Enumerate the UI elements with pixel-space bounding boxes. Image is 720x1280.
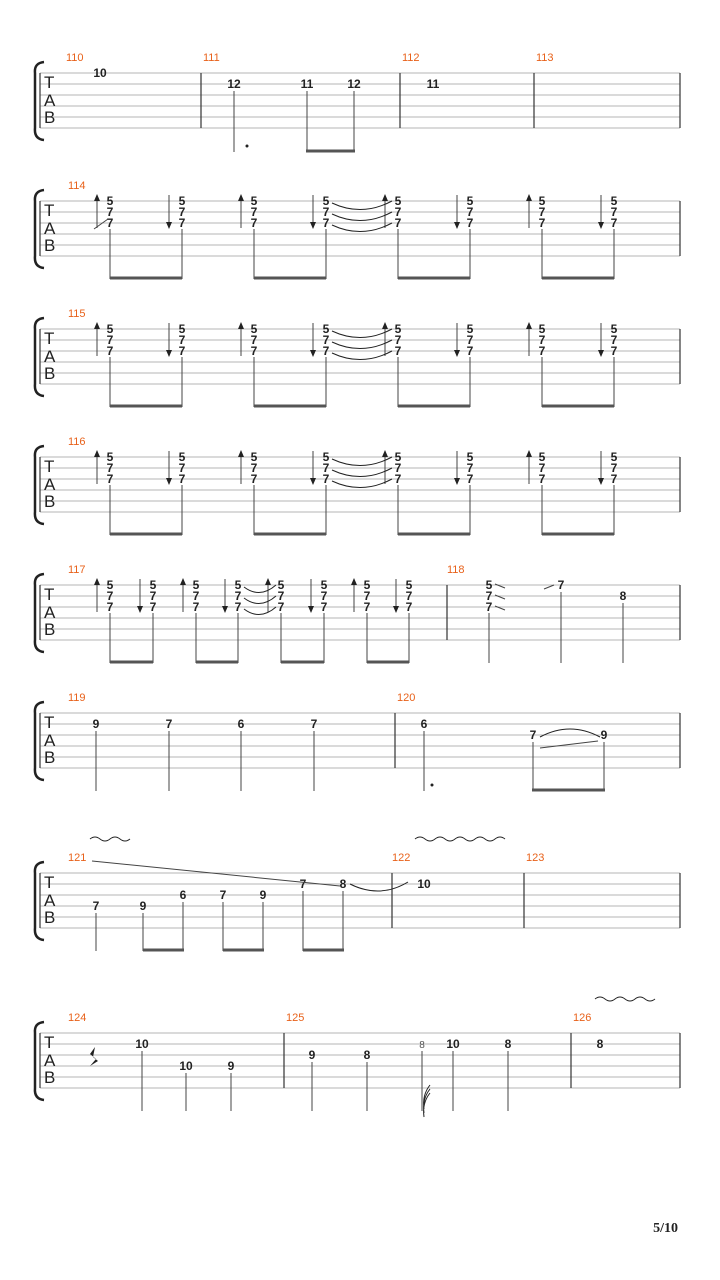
tab-clef-letter: T xyxy=(44,873,55,892)
dot xyxy=(246,145,249,148)
measure-number: 122 xyxy=(392,852,411,864)
measure-number: 120 xyxy=(397,692,416,704)
chord-fret-string-3: 7 xyxy=(277,600,285,614)
chord-fret-string-1: 5 xyxy=(538,450,546,464)
tie-arc xyxy=(244,607,276,615)
downstroke-arrowhead xyxy=(222,606,228,613)
upstroke-arrowhead xyxy=(526,450,532,457)
chord-fret-string-2: 7 xyxy=(322,333,330,347)
chord-fret-string-2: 7 xyxy=(106,589,114,603)
chord-fret-string-2: 7 xyxy=(466,461,474,475)
tab-clef-letter: A xyxy=(44,731,56,750)
tie-arc xyxy=(332,201,392,210)
fret-number: 10 xyxy=(446,1037,460,1051)
measure-number: 117 xyxy=(68,564,86,576)
chord-fret-string-2: 7 xyxy=(234,589,242,603)
chord-fret-string-1: 5 xyxy=(363,578,371,592)
upstroke-arrowhead xyxy=(382,450,388,457)
chord-fret-string-1: 5 xyxy=(106,578,114,592)
fret-number: 7 xyxy=(485,600,493,614)
tab-clef-letter: A xyxy=(44,91,56,110)
fret-number: 7 xyxy=(310,717,318,731)
chord-fret-string-1: 5 xyxy=(610,322,618,336)
tab-clef-letter: B xyxy=(44,1068,56,1087)
fret-number: 9 xyxy=(259,888,267,902)
chord-fret-string-1: 5 xyxy=(394,450,402,464)
chord-fret-string-1: 5 xyxy=(610,194,618,208)
fret-number: 9 xyxy=(139,899,147,913)
chord-fret-string-2: 7 xyxy=(178,461,186,475)
fret-number: 8 xyxy=(504,1037,512,1051)
fret-number: 11 xyxy=(426,77,440,91)
chord-fret-string-2: 7 xyxy=(538,333,546,347)
fret-number: 7 xyxy=(165,717,173,731)
fret-number: 9 xyxy=(227,1059,235,1073)
chord-fret-string-2: 7 xyxy=(320,589,328,603)
measure-number: 118 xyxy=(447,564,465,576)
tab-clef-letter: T xyxy=(44,585,55,604)
tie-arc xyxy=(350,882,408,891)
fret-number: 8 xyxy=(339,877,347,891)
fret-number: 7 xyxy=(92,899,100,913)
chord-fret-string-3: 7 xyxy=(178,472,186,486)
tab-clef-letter: B xyxy=(44,620,56,639)
chord-fret-string-1: 5 xyxy=(610,450,618,464)
chord-fret-string-2: 7 xyxy=(250,333,258,347)
downstroke-arrowhead xyxy=(166,222,172,229)
chord-fret-string-2: 7 xyxy=(192,589,200,603)
upstroke-arrowhead xyxy=(526,194,532,201)
fret-number: 8 xyxy=(596,1037,604,1051)
tie-arc xyxy=(244,585,276,593)
upstroke-arrowhead xyxy=(265,578,271,585)
chord-fret-string-2: 7 xyxy=(363,589,371,603)
downstroke-arrowhead xyxy=(393,606,399,613)
chord-fret-string-3: 7 xyxy=(178,344,186,358)
page-number: 5/10 xyxy=(653,1221,678,1236)
chord-fret-string-2: 7 xyxy=(610,461,618,475)
fret-number: 7 xyxy=(485,589,493,603)
tab-clef-letter: B xyxy=(44,236,56,255)
chord-fret-string-3: 7 xyxy=(234,600,242,614)
tie-arc xyxy=(332,329,392,338)
tab-clef-letter: B xyxy=(44,108,56,127)
chord-fret-string-3: 7 xyxy=(610,344,618,358)
chord-fret-string-1: 5 xyxy=(394,194,402,208)
chord-fret-string-1: 5 xyxy=(106,322,114,336)
chord-fret-string-1: 5 xyxy=(322,450,330,464)
chord-fret-string-2: 7 xyxy=(394,205,402,219)
measure-number: 112 xyxy=(402,52,420,64)
downstroke-arrowhead xyxy=(308,606,314,613)
fret-number: 9 xyxy=(600,728,608,742)
chord-fret-string-3: 7 xyxy=(322,344,330,358)
chord-fret-string-3: 7 xyxy=(322,216,330,230)
chord-fret-string-1: 5 xyxy=(466,322,474,336)
chord-fret-string-3: 7 xyxy=(322,472,330,486)
slide-mark xyxy=(544,585,554,589)
downstroke-arrowhead xyxy=(454,350,460,357)
tie-arc xyxy=(540,729,600,737)
chord-fret-string-1: 5 xyxy=(322,194,330,208)
chord-fret-string-3: 7 xyxy=(610,472,618,486)
fret-number: 10 xyxy=(135,1037,149,1051)
chord-fret-string-1: 5 xyxy=(250,322,258,336)
tab-clef-letter: T xyxy=(44,329,55,348)
measure-number: 115 xyxy=(68,308,86,320)
chord-fret-string-2: 7 xyxy=(178,333,186,347)
chord-fret-string-1: 5 xyxy=(320,578,328,592)
upstroke-arrowhead xyxy=(382,194,388,201)
tab-clef-letter: A xyxy=(44,347,56,366)
measure-number: 116 xyxy=(68,436,86,448)
chord-fret-string-3: 7 xyxy=(610,216,618,230)
upstroke-arrowhead xyxy=(180,578,186,585)
dot xyxy=(431,784,434,787)
tab-clef-letter: T xyxy=(44,201,55,220)
tie-arc xyxy=(332,479,392,488)
fret-number: 8 xyxy=(619,589,627,603)
fret-number: 10 xyxy=(93,66,107,80)
fret-number: 6 xyxy=(420,717,428,731)
chord-fret-string-3: 7 xyxy=(178,216,186,230)
downstroke-arrowhead xyxy=(454,478,460,485)
fret-number: 8 xyxy=(363,1048,371,1062)
tab-clef-letter: B xyxy=(44,748,56,767)
chord-fret-string-2: 7 xyxy=(106,333,114,347)
chord-fret-string-2: 7 xyxy=(394,333,402,347)
tie-arc xyxy=(332,457,392,466)
fret-number: 9 xyxy=(92,717,100,731)
tie-arc xyxy=(244,596,276,604)
chord-fret-string-3: 7 xyxy=(250,216,258,230)
fret-number: 7 xyxy=(529,728,537,742)
upstroke-arrowhead xyxy=(94,450,100,457)
downstroke-arrowhead xyxy=(166,478,172,485)
downstroke-arrowhead xyxy=(598,478,604,485)
fret-number: 9 xyxy=(308,1048,316,1062)
tie-arc xyxy=(332,340,392,349)
chord-fret-string-1: 5 xyxy=(394,322,402,336)
rest-icon xyxy=(90,1047,98,1066)
measure-number: 114 xyxy=(68,180,86,192)
chord-fret-string-1: 5 xyxy=(405,578,413,592)
measure-number: 110 xyxy=(66,52,84,64)
chord-fret-string-2: 7 xyxy=(178,205,186,219)
chord-fret-string-2: 7 xyxy=(277,589,285,603)
measure-number: 121 xyxy=(68,852,87,864)
tab-clef-letter: T xyxy=(44,457,55,476)
tie-arc xyxy=(332,212,392,221)
chord-fret-string-3: 7 xyxy=(466,216,474,230)
upstroke-arrowhead xyxy=(382,322,388,329)
chord-fret-string-2: 7 xyxy=(322,205,330,219)
fret-number: 7 xyxy=(557,578,565,592)
chord-fret-string-1: 5 xyxy=(538,194,546,208)
upstroke-arrowhead xyxy=(351,578,357,585)
chord-fret-string-1: 5 xyxy=(538,322,546,336)
chord-fret-string-3: 7 xyxy=(363,600,371,614)
chord-fret-string-3: 7 xyxy=(320,600,328,614)
slide-mark xyxy=(540,741,598,748)
tab-clef-letter: A xyxy=(44,891,56,910)
fret-number: 6 xyxy=(179,888,187,902)
fret-number: 8 xyxy=(419,1040,425,1051)
fret-number: 7 xyxy=(219,888,227,902)
chord-fret-string-1: 5 xyxy=(466,450,474,464)
fret-number: 12 xyxy=(347,77,361,91)
tab-clef-letter: A xyxy=(44,475,56,494)
tab-clef-letter: A xyxy=(44,219,56,238)
chord-fret-string-2: 7 xyxy=(106,205,114,219)
chord-fret-string-2: 7 xyxy=(106,461,114,475)
chord-fret-string-1: 5 xyxy=(106,450,114,464)
downstroke-arrowhead xyxy=(454,222,460,229)
upstroke-arrowhead xyxy=(94,578,100,585)
chord-fret-string-2: 7 xyxy=(250,461,258,475)
chord-fret-string-2: 7 xyxy=(466,333,474,347)
chord-fret-string-3: 7 xyxy=(466,472,474,486)
chord-fret-string-2: 7 xyxy=(466,205,474,219)
chord-fret-string-3: 7 xyxy=(106,344,114,358)
chord-fret-string-3: 7 xyxy=(394,216,402,230)
downstroke-arrowhead xyxy=(166,350,172,357)
chord-fret-string-3: 7 xyxy=(250,472,258,486)
chord-fret-string-1: 5 xyxy=(178,322,186,336)
grace-flag xyxy=(424,1085,430,1117)
chord-fret-string-3: 7 xyxy=(538,344,546,358)
downstroke-arrowhead xyxy=(310,478,316,485)
chord-fret-string-3: 7 xyxy=(250,344,258,358)
chord-fret-string-1: 5 xyxy=(250,194,258,208)
chord-fret-string-2: 7 xyxy=(610,333,618,347)
tie-arc xyxy=(332,351,392,360)
chord-fret-string-3: 7 xyxy=(405,600,413,614)
chord-fret-string-2: 7 xyxy=(538,461,546,475)
chord-fret-string-1: 5 xyxy=(277,578,285,592)
chord-fret-string-1: 5 xyxy=(106,194,114,208)
chord-fret-string-3: 7 xyxy=(192,600,200,614)
chord-fret-string-2: 7 xyxy=(322,461,330,475)
downstroke-arrowhead xyxy=(598,222,604,229)
upstroke-arrowhead xyxy=(526,322,532,329)
chord-fret-string-2: 7 xyxy=(394,461,402,475)
chord-fret-string-3: 7 xyxy=(538,216,546,230)
chord-fret-string-3: 7 xyxy=(106,216,114,230)
fret-number: 7 xyxy=(299,877,307,891)
chord-fret-string-2: 7 xyxy=(405,589,413,603)
upstroke-arrowhead xyxy=(238,450,244,457)
chord-fret-string-2: 7 xyxy=(149,589,157,603)
chord-fret-string-1: 5 xyxy=(192,578,200,592)
tie-arc xyxy=(332,223,392,232)
chord-fret-string-2: 7 xyxy=(538,205,546,219)
upstroke-arrowhead xyxy=(238,322,244,329)
tab-clef-letter: B xyxy=(44,364,56,383)
measure-number: 119 xyxy=(68,692,86,704)
chord-fret-string-2: 7 xyxy=(610,205,618,219)
tie-arc xyxy=(332,468,392,477)
chord-fret-string-3: 7 xyxy=(106,472,114,486)
tab-clef-letter: A xyxy=(44,603,56,622)
chord-fret-string-1: 5 xyxy=(178,450,186,464)
upstroke-arrowhead xyxy=(94,194,100,201)
downstroke-arrowhead xyxy=(598,350,604,357)
chord-fret-string-3: 7 xyxy=(106,600,114,614)
downstroke-arrowhead xyxy=(310,222,316,229)
vibrato-mark xyxy=(415,837,505,841)
chord-fret-string-3: 7 xyxy=(394,344,402,358)
tab-clef-letter: A xyxy=(44,1051,56,1070)
chord-fret-string-3: 7 xyxy=(538,472,546,486)
chord-fret-string-1: 5 xyxy=(322,322,330,336)
fret-number: 10 xyxy=(417,877,431,891)
measure-number: 113 xyxy=(536,52,554,64)
measure-number: 124 xyxy=(68,1012,87,1024)
downstroke-arrowhead xyxy=(137,606,143,613)
fret-number: 12 xyxy=(227,77,241,91)
measure-number: 125 xyxy=(286,1012,305,1024)
chord-fret-string-3: 7 xyxy=(149,600,157,614)
tab-clef-letter: T xyxy=(44,713,55,732)
upstroke-arrowhead xyxy=(94,322,100,329)
tab-clef-letter: T xyxy=(44,1033,55,1052)
chord-fret-string-2: 7 xyxy=(250,205,258,219)
chord-fret-string-3: 7 xyxy=(466,344,474,358)
fret-number: 5 xyxy=(485,578,493,592)
tab-clef-letter: B xyxy=(44,492,56,511)
measure-number: 126 xyxy=(573,1012,592,1024)
chord-fret-string-1: 5 xyxy=(178,194,186,208)
vibrato-mark xyxy=(90,837,130,841)
upstroke-arrowhead xyxy=(238,194,244,201)
downstroke-arrowhead xyxy=(310,350,316,357)
tab-clef-letter: T xyxy=(44,73,55,92)
chord-fret-string-1: 5 xyxy=(149,578,157,592)
chord-fret-string-3: 7 xyxy=(394,472,402,486)
chord-fret-string-1: 5 xyxy=(466,194,474,208)
fret-number: 10 xyxy=(179,1059,193,1073)
chord-fret-string-1: 5 xyxy=(234,578,242,592)
fret-number: 6 xyxy=(237,717,245,731)
chord-fret-string-1: 5 xyxy=(250,450,258,464)
vibrato-mark xyxy=(595,997,655,1001)
measure-number: 123 xyxy=(526,852,545,864)
fret-number: 11 xyxy=(300,77,314,91)
tab-clef-letter: B xyxy=(44,908,56,927)
measure-number: 111 xyxy=(203,52,220,64)
